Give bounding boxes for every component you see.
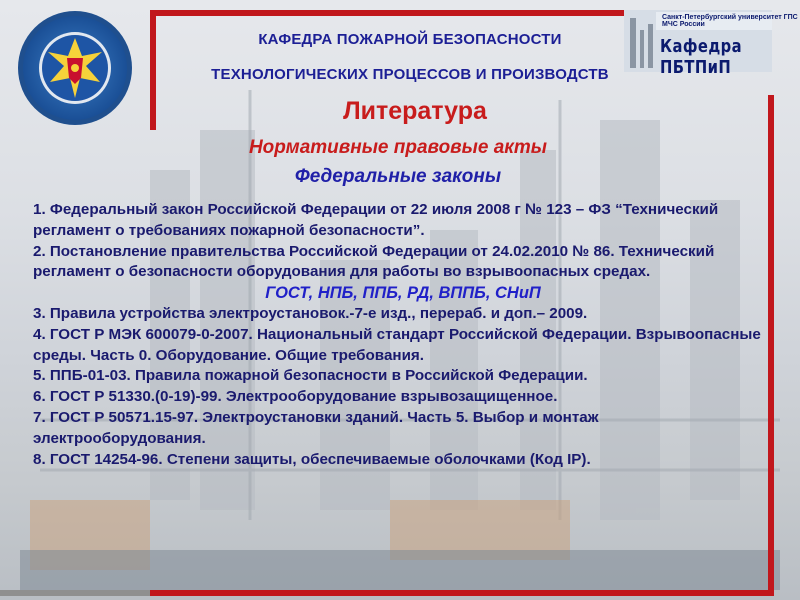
logo-caption: Санкт-Петербургский университет ГПС МЧС России — [662, 14, 798, 28]
subtitle-federal-laws: Федеральные законы — [294, 166, 502, 187]
red-frame-bottom — [150, 590, 774, 596]
list-item: 8. ГОСТ 14254-96. Степени защиты, обеспечиваемые оболочками (Код IP). — [33, 450, 591, 468]
list-item: 1. Федеральный закон Российской Федерации от 22 июля 2008 г № 123 – ФЗ “Технический регламент о требованиях пожарной безопасности”. — [33, 201, 719, 239]
list-item: 7. ГОСТ Р 50571.15-97. Электроустановки зданий. Часть 5. Выбор и монтаж электрооборудования. — [33, 408, 599, 447]
slide-title: Литература — [343, 97, 487, 125]
department-title-line2: ТЕХНОЛОГИЧЕСКИХ ПРОЦЕССОВ И ПРОИЗВОДСТВ — [211, 66, 609, 83]
red-frame-top — [150, 10, 630, 16]
literature-list — [33, 200, 773, 470]
list-item: 4. ГОСТ Р МЭК 600079-0-2007. Национальный стандарт Российской Федерации. Взрывоопасные среды. Часть 0. Оборудование. Общие требования. — [33, 325, 761, 364]
list-item: 3. Правила устройства электроустановок.-7-е изд., перераб. и доп.– 2009. — [33, 304, 588, 322]
gray-frame-bottom — [0, 590, 150, 596]
list-item: 2. Постановление правительства Российской Федерации от 24.02.2010 № 86. Технический регламент о безопасности оборудования для работы во взрывоопасных средах. — [33, 242, 715, 281]
list-item: 5. ППБ-01-03. Правила пожарной безопасности в Российской Федерации. — [33, 367, 588, 385]
department-title-line1: КАФЕДРА ПОЖАРНОЙ БЕЗОПАСНОСТИ — [258, 31, 562, 48]
subtitle-normative-acts: Нормативные правовые акты — [248, 137, 548, 158]
section-heading-standards: ГОСТ, НПБ, ППБ, РД, ВППБ, СНиП — [265, 284, 541, 303]
list-item: 6. ГОСТ Р 51330.(0-19)-99. Электрооборудование взрывозащищенное. — [33, 388, 558, 406]
logo-title: Кафедра ПБТПиП — [660, 36, 742, 78]
